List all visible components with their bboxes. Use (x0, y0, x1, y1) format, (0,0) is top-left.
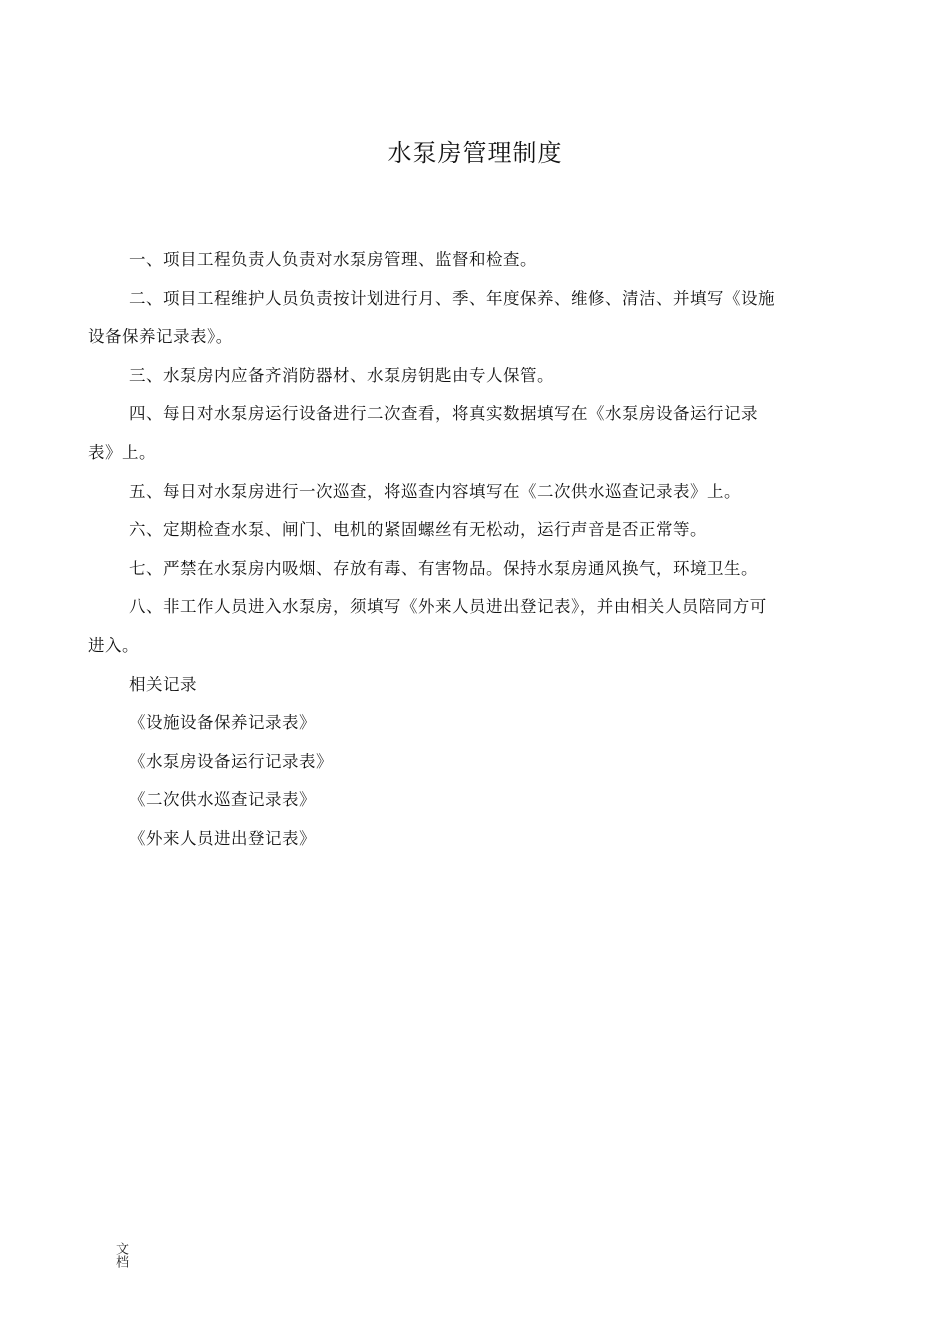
paragraph-1: 一、项目工程负责人负责对水泵房管理、监督和检查。 (129, 250, 537, 269)
paragraph-6: 六、定期检查水泵、闸门、电机的紧固螺丝有无松动，运行声音是否正常等。 (129, 520, 707, 540)
paragraph-3: 三、水泵房内应备齐消防器材、水泵房钥匙由专人保管。 (129, 365, 554, 385)
paragraph-7: 七、严禁在水泵房内吸烟、存放有毒、有害物品。保持水泵房通风换气，环境卫生。 (129, 558, 758, 578)
footer-mark: 文档 (113, 1242, 128, 1268)
related-records-heading: 相关记录 (129, 674, 197, 694)
paragraph-2: 二、项目工程维护人员负责按计划进行月、季、年度保养、维修、清洁、并填写《设施设备保养记录表》。 (88, 288, 775, 347)
paragraph-8: 八、非工作人员进入水泵房，须填写《外来人员进出登记表》，并由相关人员陪同方可进入。 (88, 597, 767, 655)
document-body (88, 241, 778, 859)
related-records-list (88, 704, 778, 858)
record-item: 《外来人员进出登记表》 (129, 828, 316, 848)
paragraph-4: 四、每日对水泵房运行设备进行二次查看，将真实数据填写在《水泵房设备运行记录表》上。 (88, 404, 758, 462)
record-item: 《水泵房设备运行记录表》 (129, 751, 333, 771)
record-item: 《设施设备保养记录表》 (129, 713, 316, 733)
record-item: 《二次供水巡查记录表》 (129, 790, 316, 810)
paragraph-5: 五、每日对水泵房进行一次巡查，将巡查内容填写在《二次供水巡查记录表》上。 (129, 481, 741, 501)
document-title: 水泵房管理制度 (387, 139, 563, 167)
